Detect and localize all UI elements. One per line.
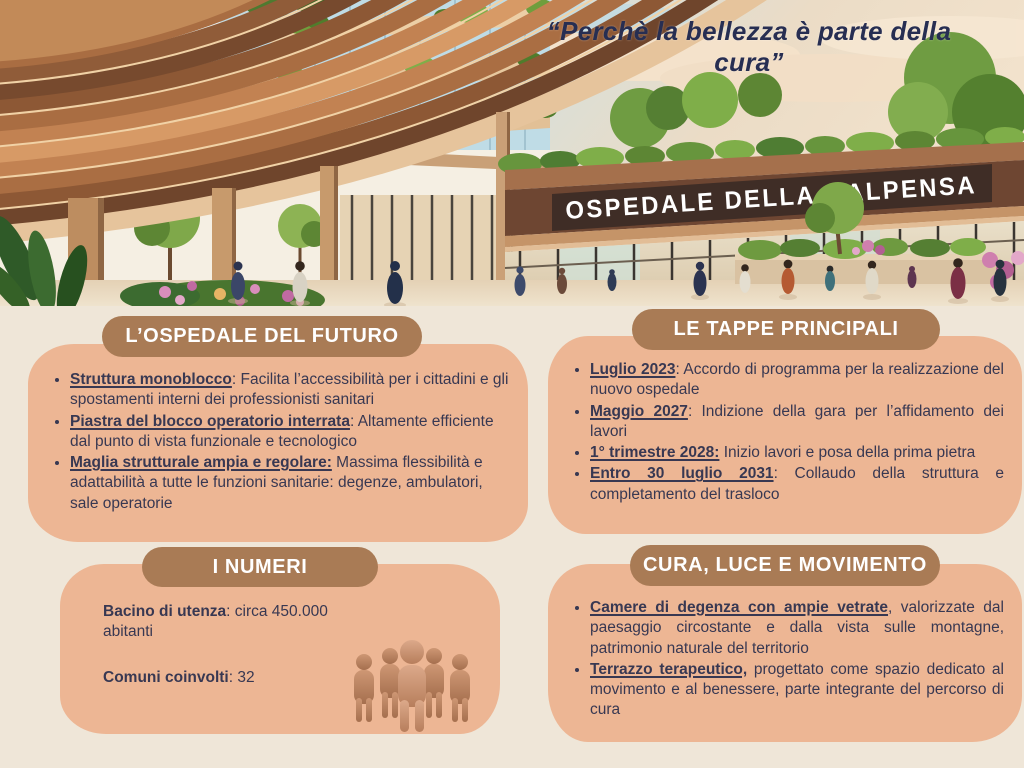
hospital-sign: OSPEDALE DELLA MALPENSA xyxy=(564,169,998,225)
bullet-maggio-2027: • Maggio 2027: Indizione della gara per l’affidamento dei lavori xyxy=(590,402,1004,443)
panel-title-i-numeri: I NUMERI xyxy=(142,547,378,587)
tappe-bullet-list xyxy=(548,336,1022,505)
panel-i-numeri xyxy=(60,564,500,734)
bullet-luglio-2031: • Entro 30 luglio 2031: Collaudo della struttura e completamento del trasloco xyxy=(590,464,1004,505)
bullet-struttura-monoblocco: • Struttura monoblocco: Facilita l’accessibilità per i cittadini e gli spostamenti interni dei professionisti sanitari xyxy=(70,370,510,411)
panel-title-tappe-principali: LE TAPPE PRINCIPALI xyxy=(632,309,940,350)
numeri-stats xyxy=(103,602,373,714)
bullet-camere-degenza: • Camere di degenza con ampie vetrate, valorizzate dal paesaggio circostante e dalla vista sulle montagne, patrimonio naturale del territorio xyxy=(590,598,1004,659)
bullet-maglia-strutturale: • Maglia strutturale ampia e regolare: Massima flessibilità e adattabilità a tutte le funzioni sanitarie: degenze, ambulatori, sale operatorie xyxy=(70,453,510,514)
bullet-trimestre-2028: • 1° trimestre 2028: Inizio lavori e posa della prima pietra xyxy=(590,443,1004,463)
panel-cura-luce-movimento xyxy=(548,564,1022,742)
panel-title-ospedale-del-futuro: L’OSPEDALE DEL FUTURO xyxy=(102,316,422,357)
stat-bacino-utenza: Bacino di utenza: circa 450.000 abitanti xyxy=(103,603,328,641)
futuro-bullet-list xyxy=(28,344,528,514)
crowd-icon xyxy=(342,636,482,732)
planter-wall xyxy=(735,238,1024,290)
stat-comuni-coinvolti: Comuni coinvolti: 32 xyxy=(103,669,255,687)
panel-title-cura-luce-movimento: CURA, LUCE E MOVIMENTO xyxy=(630,545,940,586)
panel-ospedale-del-futuro xyxy=(28,344,528,542)
cura-bullet-list xyxy=(548,564,1022,721)
panel-tappe-principali xyxy=(548,336,1022,534)
bullet-luglio-2023: • Luglio 2023: Accordo di programma per la realizzazione del nuovo ospedale xyxy=(590,360,1004,401)
bullet-terrazzo-terapeutico: • Terrazzo terapeutico, progettato come spazio dedicato al movimento e al benessere, parte integrante del percorso di cura xyxy=(590,660,1004,721)
bullet-piastra-blocco: • Piastra del blocco operatorio interrata: Altamente efficiente dal punto di vista funzionale e tecnologico xyxy=(70,412,510,453)
quote-text: “Perchè la bellezza è parte della cura” xyxy=(546,16,952,77)
